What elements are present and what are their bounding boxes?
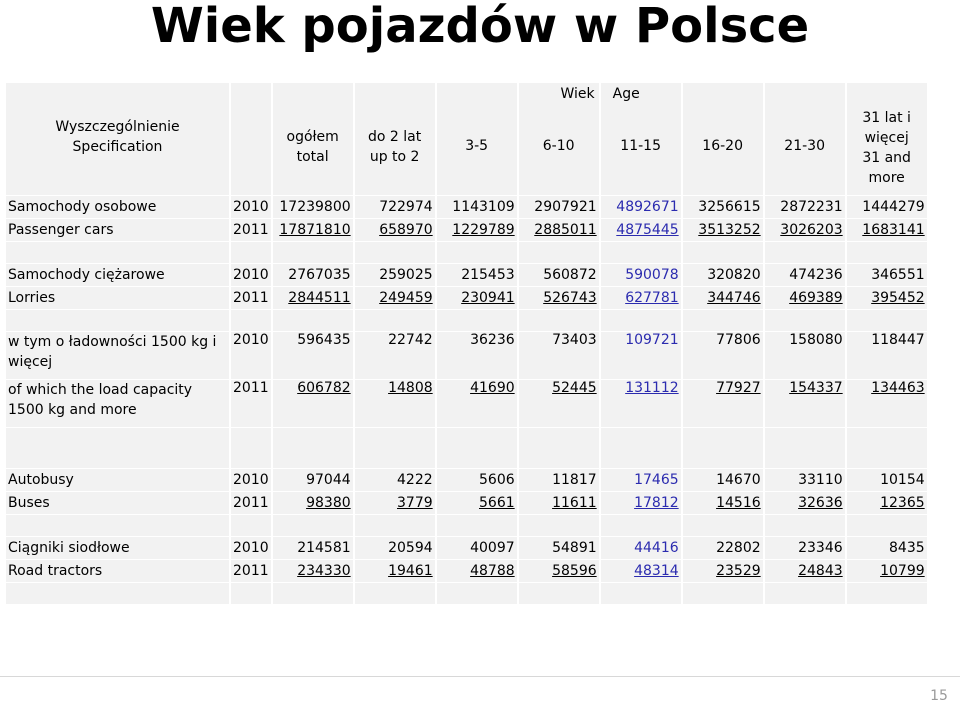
row-value [519, 219, 599, 242]
row-value [273, 264, 353, 287]
spacer-row [6, 242, 927, 264]
value-text: 23346 [798, 540, 843, 556]
value-text: 722974 [379, 199, 433, 215]
spacer-cell [273, 310, 353, 332]
value-text: 4222 [397, 472, 433, 488]
value-text: 526743 [543, 290, 597, 306]
value-text: 24843 [798, 563, 843, 579]
row-value [437, 469, 517, 492]
row-year: 2010 [231, 332, 271, 380]
row-value [601, 380, 681, 428]
spacer-cell [519, 242, 599, 264]
row-value [437, 380, 517, 428]
value-text: 10154 [880, 472, 925, 488]
spacer-cell [847, 428, 927, 469]
row-value [683, 264, 763, 287]
spacer-cell [683, 242, 763, 264]
value-text: 109721 [625, 332, 679, 348]
value-text: 346551 [871, 267, 925, 283]
row-year: 2011 [231, 560, 271, 583]
table-row [6, 469, 927, 492]
value-text: 3779 [397, 495, 433, 511]
spacer-cell [6, 583, 229, 605]
value-text: 2907921 [534, 199, 597, 215]
header-spec-pl: Wyszczególnienie [55, 119, 180, 135]
spacer-cell [601, 583, 681, 605]
row-value [765, 219, 845, 242]
header-col-pl: 21-30 [784, 138, 825, 154]
value-text: 17239800 [279, 199, 351, 215]
row-value [355, 492, 435, 515]
value-text: 134463 [871, 380, 925, 396]
value-text: 48314 [634, 563, 679, 579]
row-value [437, 560, 517, 583]
row-value [437, 264, 517, 287]
row-value [273, 332, 353, 380]
spacer-cell [519, 428, 599, 469]
value-text: 118447 [871, 332, 925, 348]
value-text: 4892671 [616, 199, 679, 215]
row-value [437, 332, 517, 380]
spacer-cell [231, 515, 271, 537]
value-text: 11817 [552, 472, 597, 488]
row-value [273, 560, 353, 583]
value-text: 469389 [789, 290, 843, 306]
header-col-pl: 3-5 [465, 138, 489, 154]
spacer-cell [601, 428, 681, 469]
row-value [765, 560, 845, 583]
value-text: 230941 [461, 290, 515, 306]
value-text: 249459 [379, 290, 433, 306]
value-text: 40097 [470, 540, 515, 556]
table-row [6, 264, 927, 287]
value-text: 131112 [625, 380, 679, 396]
value-text: 11611 [552, 495, 597, 511]
spacer-cell [519, 310, 599, 332]
table-header-row [6, 83, 927, 196]
row-value [765, 492, 845, 515]
row-label: Lorries [6, 287, 229, 310]
row-value [601, 560, 681, 583]
row-value [519, 560, 599, 583]
header-year-cell [231, 83, 271, 196]
row-value [601, 469, 681, 492]
value-text: 17812 [634, 495, 679, 511]
row-value [765, 196, 845, 219]
value-text: 36236 [470, 332, 515, 348]
row-value [765, 380, 845, 428]
row-value [601, 537, 681, 560]
row-label: of which the load capacity 1500 kg and more [6, 380, 229, 428]
table-row [6, 219, 927, 242]
value-text: 627781 [625, 290, 679, 306]
header-col-21-30 [765, 83, 845, 196]
header-col-en: total [296, 149, 329, 165]
spacer-cell [231, 242, 271, 264]
value-text: 23529 [716, 563, 761, 579]
row-value [519, 492, 599, 515]
value-text: 14516 [716, 495, 761, 511]
row-value [683, 219, 763, 242]
value-text: 3256615 [698, 199, 761, 215]
value-text: 48788 [470, 563, 515, 579]
row-value [437, 537, 517, 560]
spacer-cell [273, 515, 353, 537]
header-col-pl: 16-20 [702, 138, 743, 154]
value-text: 52445 [552, 380, 597, 396]
row-value [273, 380, 353, 428]
row-value [355, 287, 435, 310]
spacer-row [6, 583, 927, 605]
header-col-31plus [847, 83, 927, 196]
value-text: 2872231 [780, 199, 843, 215]
value-text: 41690 [470, 380, 515, 396]
row-year: 2011 [231, 219, 271, 242]
header-col-3-5 [437, 83, 517, 196]
table-row [6, 380, 927, 428]
page-title: Wiek pojazdów w Polsce [150, 0, 810, 54]
footer-rule [0, 676, 960, 712]
value-text: 22742 [388, 332, 433, 348]
value-text: 44416 [634, 540, 679, 556]
spacer-cell [765, 428, 845, 469]
row-value [847, 264, 927, 287]
value-text: 154337 [789, 380, 843, 396]
row-value [519, 196, 599, 219]
row-year: 2010 [231, 196, 271, 219]
row-value [601, 287, 681, 310]
row-value [355, 537, 435, 560]
vehicle-age-table [4, 83, 929, 605]
value-text: 4875445 [616, 222, 679, 238]
spacer-row [6, 515, 927, 537]
header-col-en: 31 and more [862, 150, 911, 186]
value-text: 54891 [552, 540, 597, 556]
value-text: 395452 [871, 290, 925, 306]
value-text: 58596 [552, 563, 597, 579]
table-row [6, 196, 927, 219]
row-value [683, 469, 763, 492]
row-value [437, 492, 517, 515]
value-text: 17871810 [279, 222, 351, 238]
row-value [683, 537, 763, 560]
value-text: 259025 [379, 267, 433, 283]
row-value [683, 380, 763, 428]
row-value [765, 264, 845, 287]
row-value [683, 287, 763, 310]
spacer-cell [765, 515, 845, 537]
spacer-cell [355, 515, 435, 537]
row-value [847, 332, 927, 380]
table-row [6, 287, 927, 310]
value-text: 320820 [707, 267, 761, 283]
value-text: 17465 [634, 472, 679, 488]
row-label: Road tractors [6, 560, 229, 583]
row-label: w tym o ładowności 1500 kg i więcej [6, 332, 229, 380]
spacer-cell [355, 310, 435, 332]
row-value [355, 560, 435, 583]
spacer-cell [847, 515, 927, 537]
spacer-cell [437, 242, 517, 264]
spacer-cell [6, 428, 229, 469]
value-text: 77806 [716, 332, 761, 348]
value-text: 22802 [716, 540, 761, 556]
row-label: Samochody ciężarowe [6, 264, 229, 287]
header-col-11-15 [601, 83, 681, 196]
table-row [6, 560, 927, 583]
value-text: 98380 [306, 495, 351, 511]
value-text: 3026203 [780, 222, 843, 238]
spacer-cell [437, 428, 517, 469]
row-value [273, 537, 353, 560]
row-label: Buses [6, 492, 229, 515]
header-col-pl: 31 lat i więcej [862, 110, 911, 146]
value-text: 32636 [798, 495, 843, 511]
row-value [273, 196, 353, 219]
row-year: 2011 [231, 492, 271, 515]
row-value [519, 264, 599, 287]
spacer-cell [355, 242, 435, 264]
row-value [847, 219, 927, 242]
value-text: 73403 [552, 332, 597, 348]
row-value [355, 380, 435, 428]
value-text: 590078 [625, 267, 679, 283]
row-value [355, 264, 435, 287]
spacer-cell [683, 428, 763, 469]
row-value [847, 537, 927, 560]
spacer-cell [765, 310, 845, 332]
row-value [765, 287, 845, 310]
table-row [6, 492, 927, 515]
row-value [765, 332, 845, 380]
header-col-pl: do 2 lat [368, 129, 422, 145]
value-text: 77927 [716, 380, 761, 396]
spacer-row [6, 428, 927, 469]
spacer-cell [273, 428, 353, 469]
spacer-cell [231, 428, 271, 469]
row-value [683, 332, 763, 380]
spacer-cell [847, 583, 927, 605]
row-value [437, 287, 517, 310]
value-text: 158080 [789, 332, 843, 348]
spacer-cell [601, 515, 681, 537]
spacer-cell [437, 583, 517, 605]
header-spec-en: Specification [72, 139, 163, 155]
value-text: 560872 [543, 267, 597, 283]
row-value [519, 287, 599, 310]
value-text: 3513252 [698, 222, 761, 238]
row-value [601, 219, 681, 242]
row-value [847, 560, 927, 583]
header-col-pl: ogółem [286, 129, 339, 145]
row-value [519, 380, 599, 428]
row-value [355, 219, 435, 242]
row-value [355, 332, 435, 380]
row-value [683, 560, 763, 583]
spacer-cell [601, 310, 681, 332]
row-value [765, 537, 845, 560]
row-value [765, 469, 845, 492]
spacer-cell [519, 515, 599, 537]
spacer-cell [6, 242, 229, 264]
value-text: 14808 [388, 380, 433, 396]
row-value [355, 196, 435, 219]
spacer-cell [231, 310, 271, 332]
value-text: 1229789 [452, 222, 515, 238]
header-col-en: up to 2 [369, 149, 420, 165]
value-text: 596435 [297, 332, 351, 348]
header-col-pl: 6-10 [542, 138, 575, 154]
header-specification [6, 83, 229, 196]
value-text: 14670 [716, 472, 761, 488]
value-text: 97044 [306, 472, 351, 488]
value-text: 2767035 [288, 267, 351, 283]
value-text: 215453 [461, 267, 515, 283]
header-age-label: Age [612, 86, 640, 102]
header-wiek-label: Wiek [560, 86, 595, 102]
row-value [601, 264, 681, 287]
row-year: 2010 [231, 537, 271, 560]
row-label: Samochody osobowe [6, 196, 229, 219]
spacer-cell [273, 583, 353, 605]
row-value [273, 469, 353, 492]
spacer-cell [519, 583, 599, 605]
row-value [273, 287, 353, 310]
table-row [6, 332, 927, 380]
row-value [847, 492, 927, 515]
spacer-cell [601, 242, 681, 264]
row-value [847, 380, 927, 428]
spacer-cell [355, 428, 435, 469]
value-text: 1444279 [862, 199, 925, 215]
spacer-cell [231, 583, 271, 605]
row-label: Ciągniki siodłowe [6, 537, 229, 560]
header-col-total [273, 83, 353, 196]
row-value [355, 469, 435, 492]
row-value [273, 492, 353, 515]
value-text: 20594 [388, 540, 433, 556]
value-text: 19461 [388, 563, 433, 579]
row-value [519, 537, 599, 560]
row-label: Passenger cars [6, 219, 229, 242]
row-label: Autobusy [6, 469, 229, 492]
row-value [437, 196, 517, 219]
row-value [519, 332, 599, 380]
header-col-16-20 [683, 83, 763, 196]
value-text: 5606 [479, 472, 515, 488]
row-value [601, 492, 681, 515]
value-text: 606782 [297, 380, 351, 396]
row-year: 2011 [231, 380, 271, 428]
spacer-cell [683, 515, 763, 537]
header-col-6-10 [519, 83, 599, 196]
value-text: 2844511 [288, 290, 351, 306]
row-value [273, 219, 353, 242]
value-text: 12365 [880, 495, 925, 511]
value-text: 10799 [880, 563, 925, 579]
spacer-cell [273, 242, 353, 264]
spacer-cell [355, 583, 435, 605]
spacer-cell [6, 515, 229, 537]
spacer-cell [6, 310, 229, 332]
value-text: 5661 [479, 495, 515, 511]
spacer-row [6, 310, 927, 332]
row-value [847, 196, 927, 219]
value-text: 658970 [379, 222, 433, 238]
row-year: 2010 [231, 264, 271, 287]
page-number: 15 [930, 688, 948, 704]
spacer-cell [847, 242, 927, 264]
row-value [683, 492, 763, 515]
row-value [519, 469, 599, 492]
value-text: 344746 [707, 290, 761, 306]
spacer-cell [437, 310, 517, 332]
value-text: 234330 [297, 563, 351, 579]
value-text: 2885011 [534, 222, 597, 238]
spacer-cell [847, 310, 927, 332]
header-col-upto2 [355, 83, 435, 196]
value-text: 33110 [798, 472, 843, 488]
row-value [601, 196, 681, 219]
value-text: 8435 [889, 540, 925, 556]
row-year: 2010 [231, 469, 271, 492]
table-row [6, 537, 927, 560]
spacer-cell [683, 310, 763, 332]
spacer-cell [765, 583, 845, 605]
spacer-cell [683, 583, 763, 605]
spacer-cell [765, 242, 845, 264]
row-year: 2011 [231, 287, 271, 310]
row-value [601, 332, 681, 380]
row-value [437, 219, 517, 242]
header-col-pl: 11-15 [620, 138, 661, 154]
row-value [683, 196, 763, 219]
value-text: 1683141 [862, 222, 925, 238]
row-value [847, 287, 927, 310]
row-value [847, 469, 927, 492]
value-text: 214581 [297, 540, 351, 556]
value-text: 474236 [789, 267, 843, 283]
spacer-cell [437, 515, 517, 537]
value-text: 1143109 [452, 199, 515, 215]
